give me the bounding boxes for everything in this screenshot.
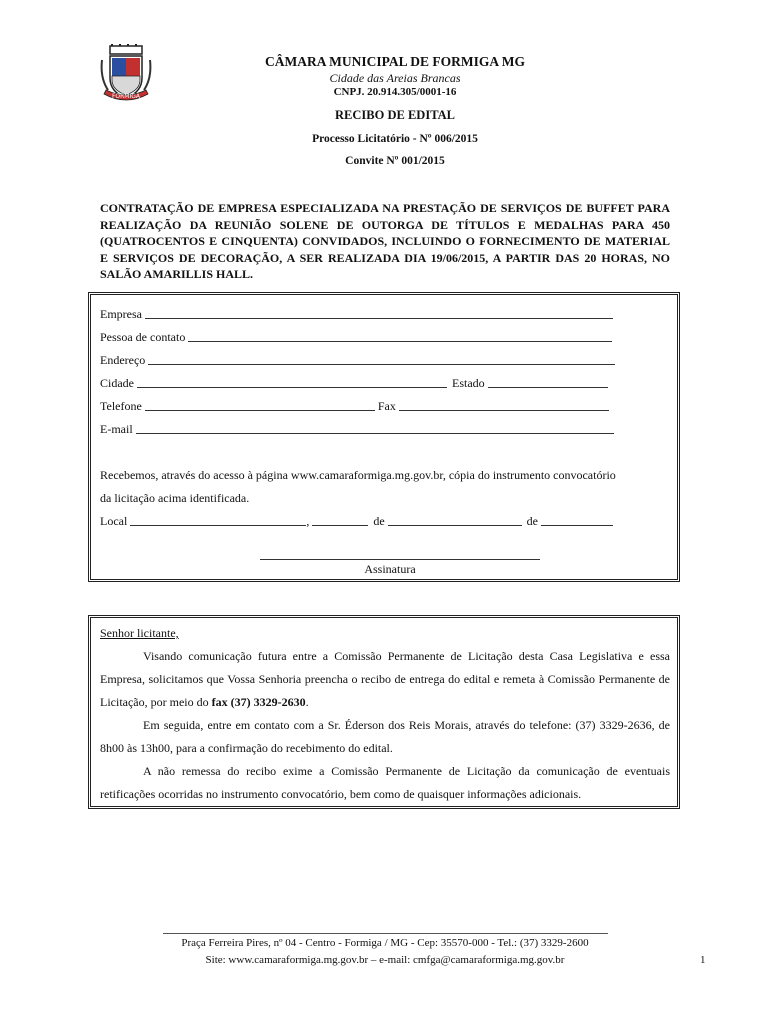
empresa-label: Empresa [100, 307, 142, 321]
cidade-field[interactable] [137, 372, 447, 388]
day-field[interactable] [312, 510, 368, 526]
cidade-row [100, 372, 670, 395]
email-field[interactable] [136, 418, 614, 434]
endereco-label: Endereço [100, 353, 146, 367]
empresa-row [100, 303, 670, 326]
local-field[interactable] [130, 510, 306, 526]
local-date-row [100, 510, 670, 533]
cnpj: CNPJ. 20.914.305/0001-16 [333, 86, 457, 98]
local-label: Local [100, 514, 128, 528]
footer-address: Praça Ferreira Pires, nº 04 - Centro - Formiga / MG - Cep: 35570-000 - Tel.: (37) 3329-2600 [181, 937, 589, 949]
notice-paragraph-3: A não remessa do recibo exime a Comissão Permanente de Licitação da comunicação de eventuais retificações ocorridas no instrumento convocatório, bem como de quaisquer informações adicionais. [100, 764, 670, 801]
local-comma: , [306, 514, 310, 528]
contato-row [100, 326, 670, 349]
de-label-1: de [373, 514, 385, 528]
signature-line[interactable] [260, 559, 540, 560]
cidade-label: Cidade [100, 376, 134, 390]
svg-text:FORMIGA: FORMIGA [111, 93, 141, 100]
footer-site: Site: www.camaraformiga.mg.gov.br – e-mail: cmfga@camaraformiga.mg.gov.br [205, 954, 565, 966]
notice-box [88, 615, 680, 809]
signature-label: Assinatura [364, 562, 416, 576]
receipt-statement-line2: da licitação acima identificada. [100, 491, 250, 505]
footer-divider [163, 933, 608, 934]
contato-field[interactable] [188, 326, 612, 342]
estado-label: Estado [452, 376, 485, 390]
fax-field[interactable] [399, 395, 609, 411]
receipt-form-box [88, 292, 680, 582]
fax-number: fax (37) 3329-2630 [211, 695, 306, 709]
notice-paragraph-1: Visando comunicação futura entre a Comissão Permanente de Licitação desta Casa Legislativa e essa Empresa, solicitamos que Vossa Senhoria preencha o recibo de entrega do edital e remeta à Comissão Permanente de Licitação, por meio do fax (37) 3329-2630. [100, 649, 670, 709]
endereco-field[interactable] [148, 349, 615, 365]
email-row [100, 418, 670, 441]
processo-number: Processo Licitatório - Nº 006/2015 [312, 133, 478, 145]
de-label-2: de [526, 514, 538, 528]
empresa-field[interactable] [145, 303, 613, 319]
month-field[interactable] [388, 510, 522, 526]
telefone-field[interactable] [145, 395, 375, 411]
institution-title: CÂMARA MUNICIPAL DE FORMIGA MG [265, 54, 525, 69]
telefone-label: Telefone [100, 399, 142, 413]
institution-subtitle: Cidade das Areias Brancas [329, 71, 461, 85]
object-description: CONTRATAÇÃO DE EMPRESA ESPECIALIZADA NA PRESTAÇÃO DE SERVIÇOS DE BUFFET PARA REALIZAÇÃO DA REUNIÃO SOLENE DE OUTORGA DE TÍTULOS E MEDALHAS PARA 450 (QUATROCENTOS E CINQUENTA) CONVIDADOS, INCLUINDO O FORNECIMENTO DE MATERIAL E SERVIÇOS DE DECORAÇÃO, A SER REALIZADA DIA 19/06/2015, A PARTIR DAS 20 HORAS, NO SALÃO AMARILLIS HALL. [100, 201, 670, 281]
receipt-statement-line1: Recebemos, através do acesso à página www.camaraformiga.mg.gov.br, cópia do instrumento convocatório [100, 468, 616, 482]
convite-number: Convite Nº 001/2015 [345, 155, 445, 167]
contato-label: Pessoa de contato [100, 330, 186, 344]
estado-field[interactable] [488, 372, 608, 388]
document-title: RECIBO DE EDITAL [335, 108, 455, 122]
fax-label: Fax [377, 399, 396, 413]
page-number: 1 [700, 954, 706, 966]
notice-heading: Senhor licitante, [100, 626, 179, 640]
email-label: E-mail [100, 422, 133, 436]
telefone-row [100, 395, 670, 418]
year-field[interactable] [541, 510, 613, 526]
notice-paragraph-2: Em seguida, entre em contato com a Sr. Éderson dos Reis Morais, através do telefone: (37) 3329-2636, de 8h00 às 13h00, para a confirmação do recebimento do edital. [100, 718, 670, 755]
endereco-row [100, 349, 670, 372]
